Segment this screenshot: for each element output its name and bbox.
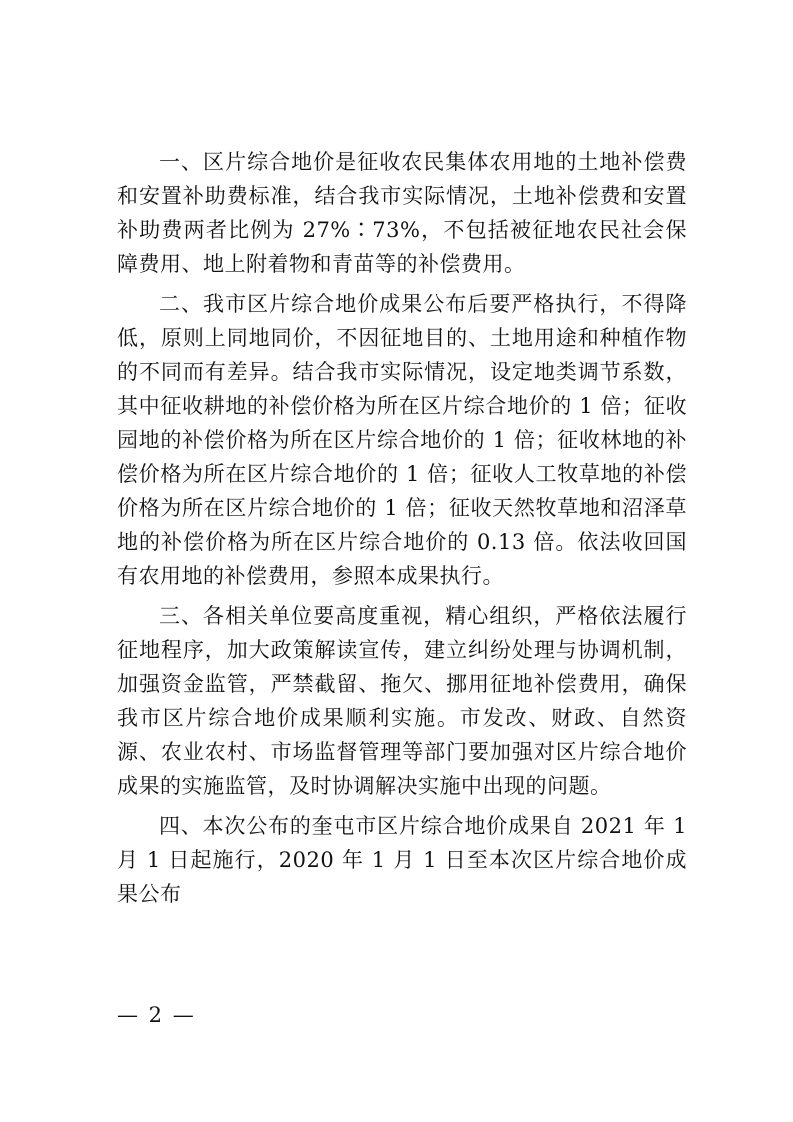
- paragraph-4-effective-date: 四、本次公布的奎屯市区片综合地价成果自 2021 年 1 月 1 日起施行，2020 年 1 月 1 日至本次区片综合地价成果公布: [117, 814, 687, 906]
- page-number: — 2 —: [117, 1003, 196, 1027]
- paragraph-2-compensation-rules: 二、我市区片综合地价成果公布后要严格执行，不得降低，原则上同地同价，不因征地目的、土地用途和种植作物的不同而有差异。结合我市实际情况，设定地类调节系数，其中征收耕地的补偿价格为所在区片综合地价的 1 倍；征收园地的补偿价格为所在区片综合地价的 1 倍；征收林地的补偿价格为所在区片综合地价的 1 倍；征收人工牧草地的补偿价格为所在区片综合地价的 1 倍；征收天然牧草地和沼泽草地的补偿价格为所在区片综合地价的 0.13 倍。依法收回国有农用地的补偿费用，参照本成果执行。: [117, 292, 687, 588]
- paragraph-1-land-price-definition: 一、区片综合地价是征收农民集体农用地的土地补偿费和安置补助费标准，结合我市实际情况，土地补偿费和安置补助费两者比例为 27%∶73%，不包括被征地农民社会保障费用、地上附着物和青苗等的补偿费用。: [117, 150, 687, 276]
- paragraph-3-implementation-duties: 三、各相关单位要高度重视，精心组织，严格依法履行征地程序，加大政策解读宣传，建立纠纷处理与协调机制，加强资金监管，严禁截留、拖欠、挪用征地补偿费用，确保我市区片综合地价成果顺利实施。市发改、财政、自然资源、农业农村、市场监督管理等部门要加强对区片综合地价成果的实施监管，及时协调解决实施中出现的问题。: [117, 604, 687, 798]
- body-text: [117, 145, 687, 911]
